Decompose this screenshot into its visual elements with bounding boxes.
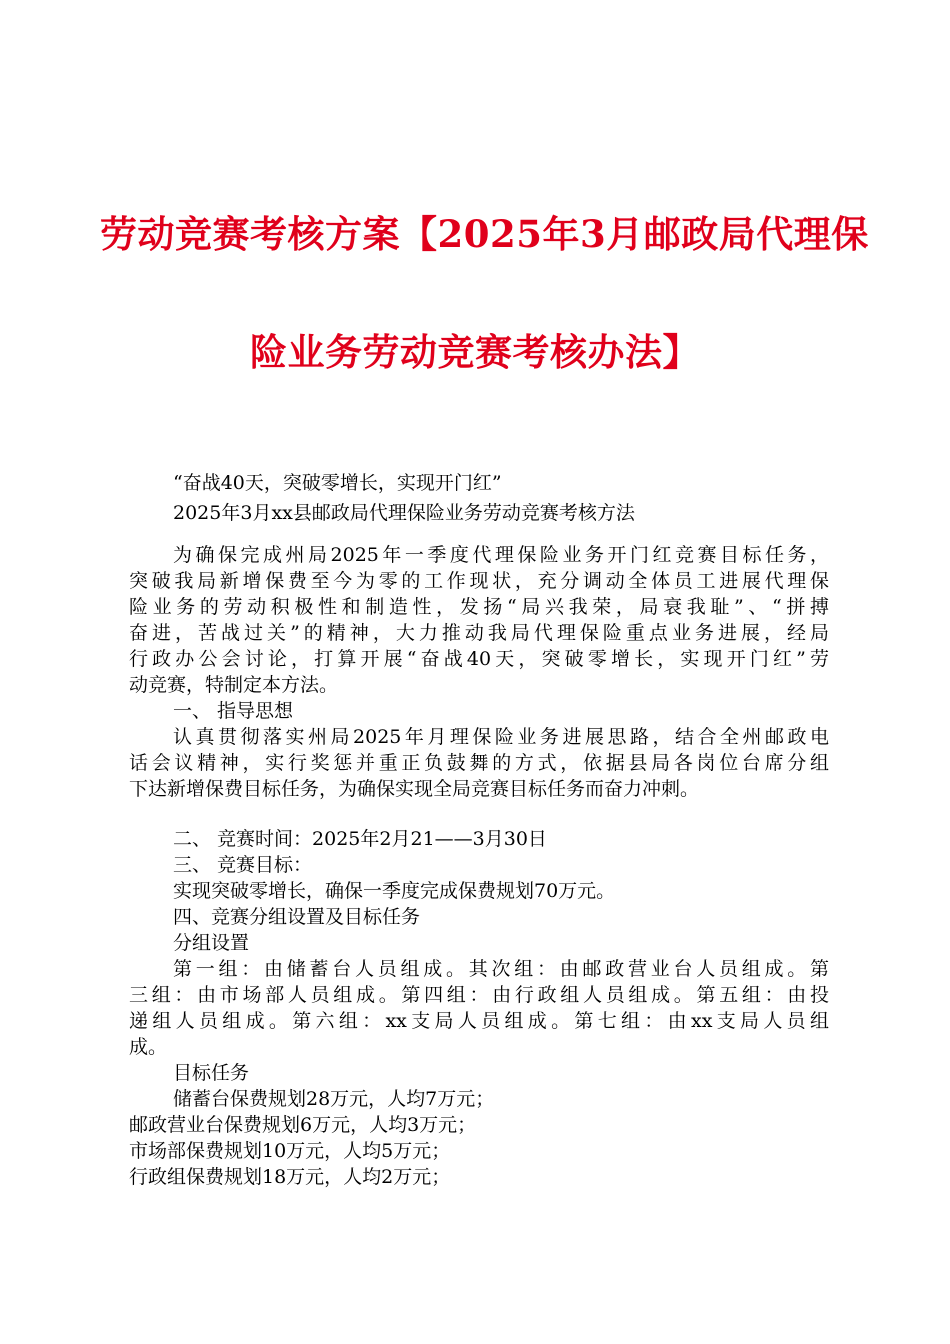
intro-line-5: 行政办公会讨论，打算开展“奋战40天，突破零增长，实现开门红”劳: [129, 648, 829, 670]
group-line-1: 第一组：由储蓄台人员组成。其次组：由邮政营业台人员组成。第: [173, 958, 829, 980]
section-1-heading: 一、 指导思想: [173, 700, 294, 722]
group-line-3: 递组人员组成。第六组：xx支局人员组成。第七组：由xx支局人员组: [129, 1010, 829, 1032]
section-3-line: 实现突破零增长，确保一季度完成保费规划70万元。: [173, 880, 616, 902]
target-line-4: 行政组保费规划18万元，人均2万元；: [129, 1166, 451, 1188]
group-line-4: 成。: [129, 1036, 168, 1058]
target-heading: 目标任务: [173, 1062, 250, 1084]
intro-line-4: 奋进，苦战过关”的精神，大力推动我局代理保险重点业务进展，经局: [129, 622, 829, 644]
intro-line-1: 为确保完成州局2025年一季度代理保险业务开门红竞赛目标任务，: [173, 544, 829, 566]
subtitle: 2025年3月xx县邮政局代理保险业务劳动竞赛考核方法: [173, 502, 635, 524]
intro-line-2: 突破我局新增保费至今为零的工作现状，充分调动全体员工进展代理保: [129, 570, 829, 592]
target-line-3: 市场部保费规划10万元，人均5万元；: [129, 1140, 451, 1162]
document-title-line-2: 险业务劳动竞赛考核办法】: [250, 330, 700, 374]
slogan: “奋战40天，突破零增长，实现开门红”: [173, 472, 502, 494]
intro-line-3: 险业务的劳动积极性和制造性，发扬“局兴我荣，局衰我耻”、“拼搏: [129, 596, 829, 618]
section-1-line-1: 认真贯彻落实州局2025年月理保险业务进展思路，结合全州邮政电: [173, 726, 829, 748]
section-4-heading: 四、竞赛分组设置及目标任务: [173, 906, 421, 928]
document-title-line-1: 劳动竞赛考核方案【2025年3月邮政局代理保: [100, 212, 869, 256]
target-line-2: 邮政营业台保费规划6万元，人均3万元；: [129, 1114, 477, 1136]
section-1-line-2: 话会议精神，实行奖惩并重正负鼓舞的方式，依据县局各岗位台席分组: [129, 752, 829, 774]
target-line-1: 储蓄台保费规划28万元，人均7万元；: [173, 1088, 495, 1110]
intro-line-6: 动竞赛，特制定本方法。: [129, 674, 339, 696]
group-line-2: 三组：由市场部人员组成。第四组：由行政组人员组成。第五组：由投: [129, 984, 829, 1006]
section-2-heading: 二、 竞赛时间：2025年2月21——3月30日: [173, 828, 547, 850]
group-heading: 分组设置: [173, 932, 250, 954]
section-1-line-3: 下达新增保费目标任务，为确保实现全局竞赛目标任务而奋力冲刺。: [129, 778, 700, 800]
section-3-heading: 三、 竞赛目标：: [173, 854, 313, 876]
